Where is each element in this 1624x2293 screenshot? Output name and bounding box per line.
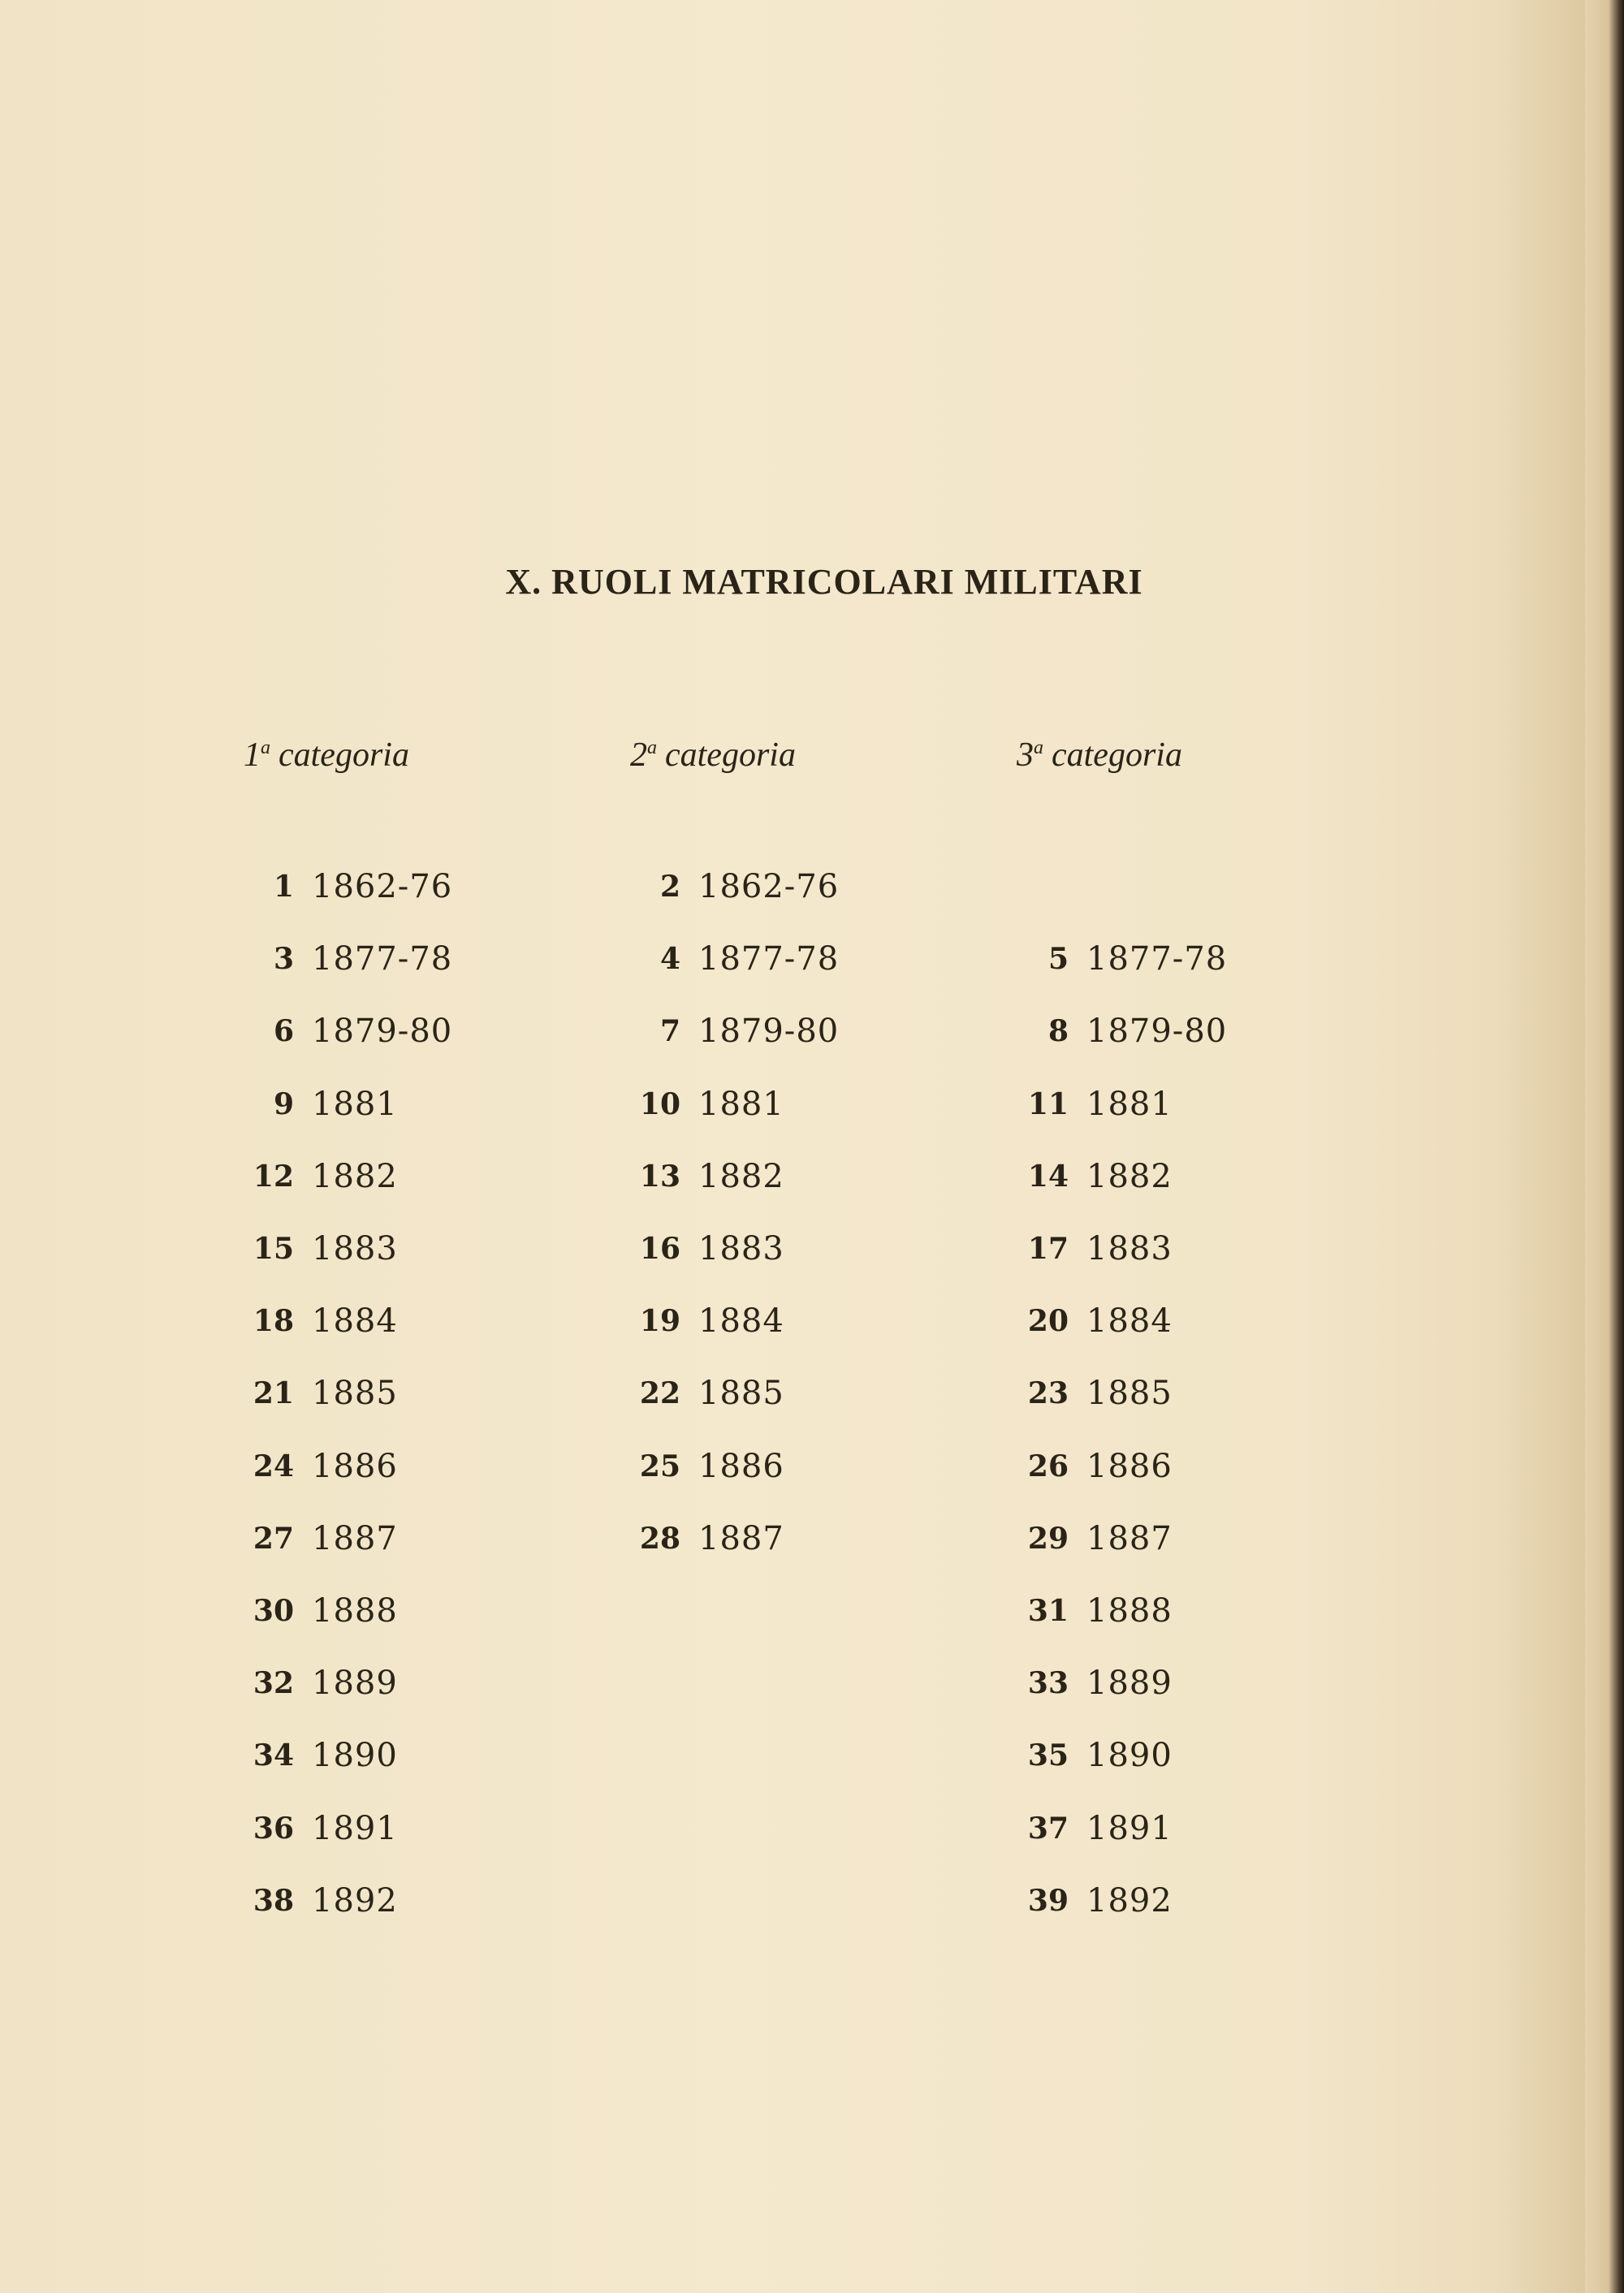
column-header-label: categoria	[1052, 736, 1182, 774]
register-number: 28	[639, 1522, 680, 1556]
register-years: 1879-80	[312, 1013, 453, 1050]
register-number: 34	[253, 1738, 294, 1773]
register-years: 1879-80	[698, 1013, 840, 1050]
register-entry	[221, 1659, 464, 1708]
register-years: 1877-78	[698, 940, 840, 978]
register-years: 1882	[1086, 1158, 1173, 1195]
register-entry	[607, 1152, 851, 1201]
column-header-3	[1017, 736, 1182, 775]
register-entry	[996, 1297, 1239, 1345]
register-years: 1891	[1086, 1810, 1173, 1847]
register-entry	[996, 1224, 1239, 1273]
register-entry	[996, 935, 1239, 983]
register-years: 1886	[312, 1448, 398, 1485]
register-entry	[996, 1587, 1239, 1635]
register-number: 24	[253, 1449, 294, 1483]
register-entry	[607, 1369, 851, 1418]
register-entry	[996, 1804, 1239, 1853]
register-number: 38	[253, 1884, 294, 1918]
register-number: 30	[253, 1594, 294, 1628]
register-number: 35	[1027, 1738, 1069, 1773]
register-entry	[221, 1224, 464, 1273]
register-entry	[607, 1224, 851, 1273]
register-years: 1885	[1086, 1375, 1173, 1412]
register-number: 19	[639, 1304, 680, 1338]
register-number: 36	[253, 1812, 294, 1846]
column-header-ordinal: 1	[244, 736, 261, 774]
register-entry	[996, 1152, 1239, 1201]
register-years: 1887	[698, 1520, 784, 1557]
column-header-superscript: a	[1034, 737, 1043, 758]
register-number: 21	[253, 1376, 294, 1410]
register-years: 1881	[312, 1086, 398, 1123]
register-years: 1862-76	[698, 868, 840, 905]
register-years: 1886	[698, 1448, 784, 1485]
register-entry	[996, 1369, 1239, 1418]
register-number: 39	[1027, 1884, 1069, 1918]
register-years: 1884	[1086, 1302, 1173, 1340]
register-entry	[221, 1587, 464, 1635]
register-entry	[996, 1731, 1239, 1780]
register-entry	[607, 1514, 851, 1563]
page-gutter-edge	[1585, 0, 1624, 2293]
register-entry	[607, 862, 851, 911]
column-header-label: categoria	[665, 736, 796, 774]
register-entry	[221, 1369, 464, 1418]
column-header-2	[630, 736, 796, 775]
column-header-ordinal: 3	[1017, 736, 1034, 774]
register-number: 29	[1027, 1522, 1069, 1556]
register-number: 7	[659, 1014, 680, 1048]
register-number: 20	[1027, 1304, 1069, 1338]
register-years: 1882	[698, 1158, 784, 1195]
register-years: 1889	[312, 1665, 398, 1702]
register-number: 26	[1027, 1449, 1069, 1483]
register-number: 8	[1047, 1014, 1069, 1048]
register-number: 2	[659, 870, 680, 904]
register-number: 3	[273, 942, 294, 976]
register-years: 1887	[1086, 1520, 1173, 1557]
register-number: 1	[273, 870, 294, 904]
register-entry	[221, 1514, 464, 1563]
register-years: 1879-80	[1086, 1013, 1228, 1050]
register-number: 4	[659, 942, 680, 976]
register-number: 14	[1027, 1159, 1069, 1194]
register-entry	[221, 1080, 464, 1129]
register-number: 15	[253, 1232, 294, 1266]
register-years: 1881	[1086, 1086, 1173, 1123]
register-years: 1888	[312, 1592, 398, 1630]
register-number: 12	[253, 1159, 294, 1194]
register-number: 18	[253, 1304, 294, 1338]
register-years: 1885	[312, 1375, 398, 1412]
register-entry	[221, 1007, 464, 1056]
register-years: 1889	[1086, 1665, 1173, 1702]
page-title: X. RUOLI MATRICOLARI MILITARI	[505, 562, 1143, 602]
register-years: 1884	[312, 1302, 398, 1340]
register-number: 23	[1027, 1376, 1069, 1410]
column-header-label: categoria	[279, 736, 409, 774]
register-years: 1862-76	[312, 868, 453, 905]
register-number: 27	[253, 1522, 294, 1556]
register-entry	[996, 1080, 1239, 1129]
register-number: 6	[273, 1014, 294, 1048]
register-entry	[221, 935, 464, 983]
column-header-ordinal: 2	[630, 736, 647, 774]
register-number: 22	[639, 1376, 680, 1410]
register-entry	[996, 1876, 1239, 1925]
register-entry	[221, 862, 464, 911]
register-entry	[607, 935, 851, 983]
register-years: 1882	[312, 1158, 398, 1195]
register-entry	[607, 1297, 851, 1345]
register-years: 1892	[1086, 1882, 1173, 1919]
register-entry	[607, 1442, 851, 1491]
register-entry	[607, 1080, 851, 1129]
register-entry	[221, 1442, 464, 1491]
register-years: 1885	[698, 1375, 784, 1412]
register-entry	[607, 1007, 851, 1056]
register-years: 1888	[1086, 1592, 1173, 1630]
register-number: 11	[1027, 1087, 1069, 1121]
register-entry	[221, 1152, 464, 1201]
column-header-superscript: a	[647, 737, 657, 758]
register-entry	[996, 1442, 1239, 1491]
register-number: 32	[253, 1666, 294, 1700]
register-number: 9	[273, 1087, 294, 1121]
column-header-superscript: a	[261, 737, 270, 758]
register-years: 1891	[312, 1810, 398, 1847]
register-number: 31	[1027, 1594, 1069, 1628]
register-entry	[221, 1876, 464, 1925]
register-years: 1883	[698, 1230, 784, 1267]
register-number: 33	[1027, 1666, 1069, 1700]
register-years: 1881	[698, 1086, 784, 1123]
register-entry	[221, 1731, 464, 1780]
register-number: 25	[639, 1449, 680, 1483]
register-number: 10	[639, 1087, 680, 1121]
register-entry	[996, 1514, 1239, 1563]
register-number: 37	[1027, 1812, 1069, 1846]
register-number: 13	[639, 1159, 680, 1194]
register-years: 1877-78	[1086, 940, 1228, 978]
register-years: 1877-78	[312, 940, 453, 978]
register-years: 1892	[312, 1882, 398, 1919]
register-years: 1883	[1086, 1230, 1173, 1267]
register-entry	[996, 1007, 1239, 1056]
register-number: 16	[639, 1232, 680, 1266]
register-years: 1886	[1086, 1448, 1173, 1485]
register-entry	[221, 1297, 464, 1345]
register-years: 1890	[312, 1737, 398, 1774]
register-years: 1890	[1086, 1737, 1173, 1774]
register-entry	[221, 1804, 464, 1853]
column-header-1	[244, 736, 409, 775]
register-number: 17	[1027, 1232, 1069, 1266]
register-years: 1884	[698, 1302, 784, 1340]
register-number: 5	[1047, 942, 1069, 976]
register-years: 1883	[312, 1230, 398, 1267]
register-years: 1887	[312, 1520, 398, 1557]
register-entry	[996, 1659, 1239, 1708]
